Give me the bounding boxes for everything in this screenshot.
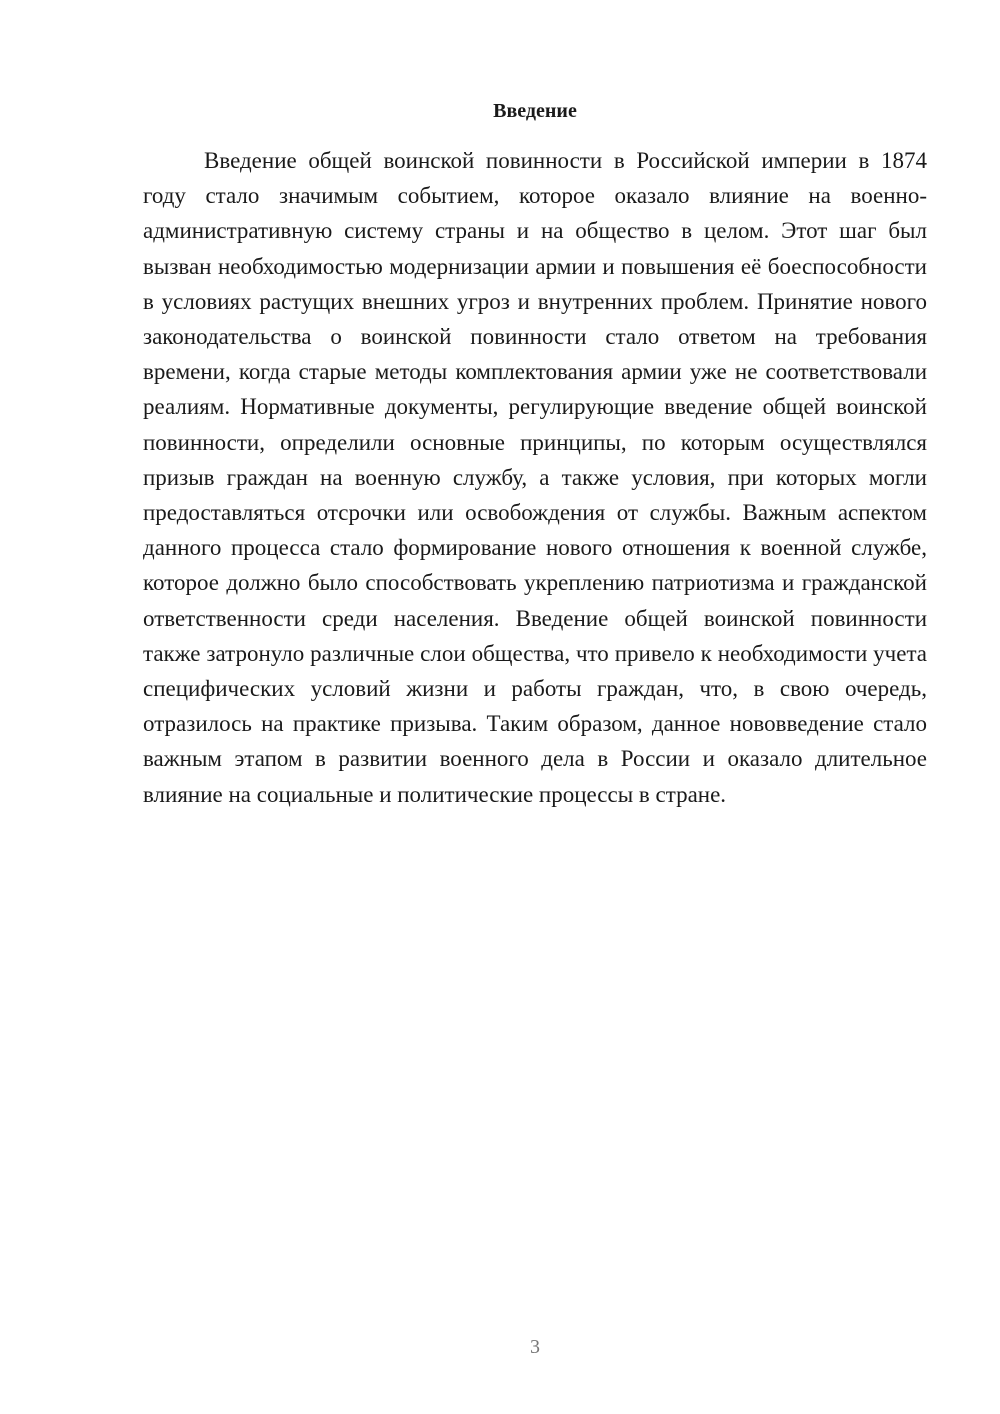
section-heading: Введение	[493, 100, 577, 122]
body-paragraph: Введение общей воинской повинности в Российской империи в 1874 году стало значимым событием, которое оказало влияние на военно-административную систему страны и на общество в целом. Этот шаг был вызван необходимостью модернизации армии и повышения её боеспособности в условиях растущих внешних угроз и внутренних проблем. Принятие нового законодательства о воинской повинности стало ответом на требования времени, когда старые методы комплектования армии уже не соответствовали реалиям. Нормативные документы, регулирующие введение общей воинской повинности, определили основные принципы, по которым осуществлялся призыв граждан на военную службу, а также условия, при которых могли предоставляться отсрочки или освобождения от службы. Важным аспектом данного процесса стало формирование нового отношения к военной службе, которое должно было способствовать укреплению патриотизма и гражданской ответственности среди населения. Введение общей воинской повинности также затронуло различные слои общества, что привело к необходимости учета специфических условий жизни и работы граждан, что, в свою очередь, отразилось на практике призыва. Таким образом, данное нововведение стало важным этапом в развитии военного дела в России и оказало длительное влияние на социальные и политические процессы в стране.	[143, 148, 927, 807]
page-number: 3	[530, 1336, 540, 1358]
